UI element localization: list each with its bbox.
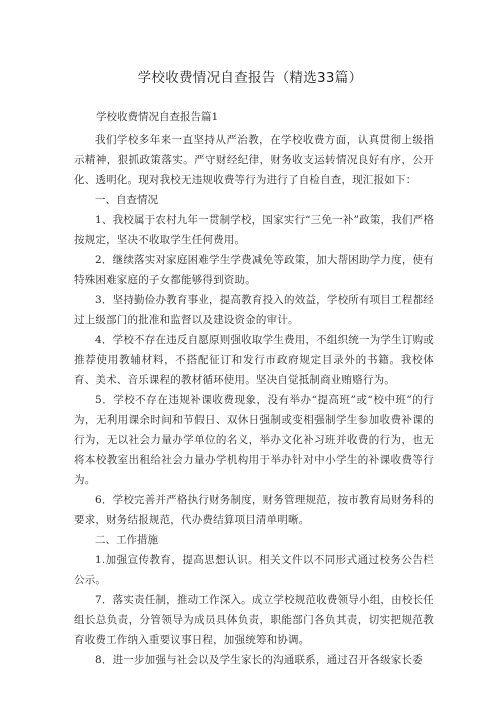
report-subtitle: 学校收费情况自查报告篇1 xyxy=(96,111,219,123)
paragraph-measure-8: 8．进一步加强与社会以及学生家长的沟通联系，通过召开各级家长委 xyxy=(95,654,423,666)
paragraph-measure-1: 1.加强宣传教育，提高思想认识。相关文件以不同形式通过校务公告栏公示。 xyxy=(74,554,434,586)
section-heading-measures: 二、工作措施 xyxy=(95,534,158,546)
paragraph-item-3: 3．坚持勤俭办教育事业，提高教育投入的效益，学校所有项目工程都经过上级部门的批准和监督以及建设资金的审计。 xyxy=(74,294,434,326)
paragraph-item-2: 2．继续落实对家庭困难学生学费减免等政策，加大帮困助学力度，使有特殊困难家庭的子女都能够得到资助。 xyxy=(74,254,434,286)
document-title: 学校收费情况自查报告（精选33篇） xyxy=(137,70,363,86)
paragraph-item-6: 6．学校完善并严格执行财务制度，财务管理规范，按市教育局财务科的要求，财务结报规范，代办费结算项目清单明晰。 xyxy=(74,494,434,526)
paragraph-item-4: 4．学校不存在违反自愿原则强收取学生费用，不组织统一为学生订购或推荐使用教辅材料，不搭配征订和发行市政府规定目录外的书籍。我校体育、美术、音乐课程的教材循环使用。坚决自觉抵制商业贿赂行为。 xyxy=(74,334,434,386)
paragraph-measure-7: 7．落实责任制，推动工作深入。成立学校规范收费领导小组，由校长任组长总负责，分管领导为成员具体负责，职能部门各负其责，切实把规范教育收费工作纳入重要议事日程，加强统筹和协调。 xyxy=(74,594,434,646)
paragraph-item-1: 1、我校属于农村九年一贯制学校，国家实行“三免一补”政策，我们严格按规定，坚决不收取学生任何费用。 xyxy=(74,214,435,246)
intro-paragraph: 我们学校多年来一直坚持从严治教，在学校收费方面，认真贯彻上级指示精神，狠抓政策落实。严守财经纪律，财务收支运转情况良好有序，公开化、透明化。现对我校无违规收费等行为进行了自检自查，现汇报如下： xyxy=(74,134,434,186)
section-heading-self-check: 一、自查情况 xyxy=(95,194,158,206)
paragraph-item-5: 5．学校不存在违规补课收费现象，没有举办“提高班”或“校中班”的行为，无利用课余时间和节假日、双休日强制或变相强制学生参加收费补课的行为，无以社会力量办学单位的名义，举办文化补习班并收费的行为，也无将本校教室出租给社会力量办学机构用于举办针对中小学生的补课收费等行为。 xyxy=(74,394,434,486)
